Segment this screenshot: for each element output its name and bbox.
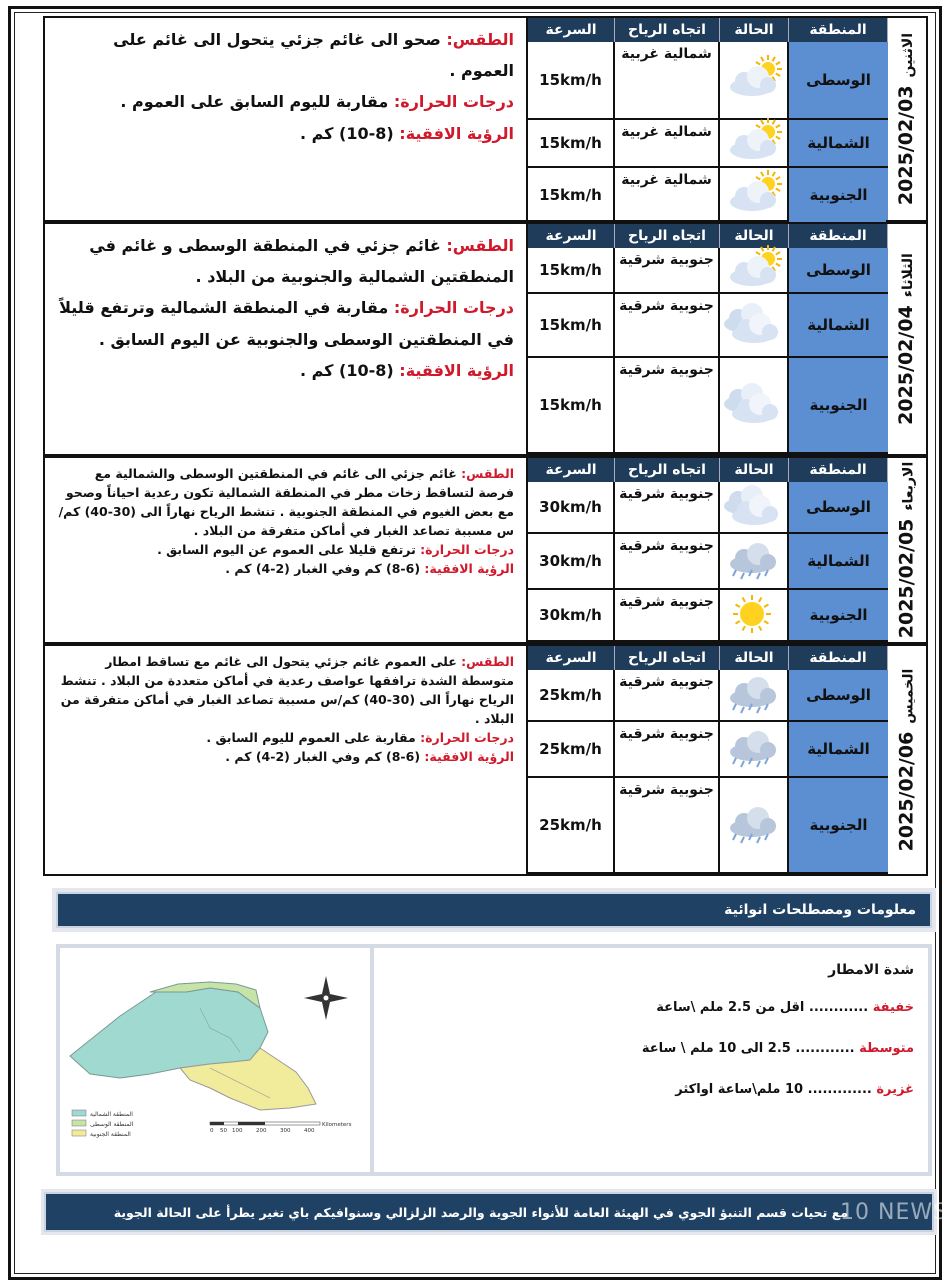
header-wind-direction: اتجاه الرياح xyxy=(615,646,720,670)
vis-value: (6-8) كم وفي الغبار (2-4) كم . xyxy=(225,749,421,764)
date-value: 2025/02/05 xyxy=(895,518,917,639)
temp-value: مقاربة لليوم السابق على العموم . xyxy=(120,92,389,112)
weather-condition xyxy=(720,778,789,874)
weather-condition xyxy=(720,358,789,454)
weather-text xyxy=(57,230,514,292)
wind-direction: شمالية غربية xyxy=(615,120,720,168)
iraq-map-icon xyxy=(60,948,370,1176)
header-speed: السرعة xyxy=(528,646,615,670)
weather-condition xyxy=(720,722,789,778)
compass-icon xyxy=(304,976,348,1020)
header-condition: الحالة xyxy=(720,646,789,670)
vis-value: (6-8) كم وفي الغبار (2-4) كم . xyxy=(225,561,421,576)
region-name: الجنوبية xyxy=(789,778,888,874)
header-condition: الحالة xyxy=(720,458,789,482)
day-date-cell xyxy=(886,456,928,644)
rain-medium-label: متوسطة xyxy=(859,1041,914,1056)
day-name: الاثنين xyxy=(900,32,916,78)
info-title: معلومات ومصطلحات انوائية xyxy=(724,902,916,918)
rain-medium-text: ............ 2.5 الى 10 ملم \ ساعة xyxy=(641,1041,855,1056)
temp-text xyxy=(57,540,514,559)
partly-cloudy-icon xyxy=(722,118,786,168)
temp-text xyxy=(57,728,514,747)
temp-value: ترتفع قليلا على العموم عن اليوم السابق . xyxy=(157,542,416,557)
header-condition: الحالة xyxy=(720,18,789,42)
sunny-icon xyxy=(722,590,786,640)
wind-speed: 25km/h xyxy=(528,722,615,778)
rain-icon xyxy=(722,800,786,850)
wind-speed: 15km/h xyxy=(528,120,615,168)
vis-label: الرؤية الافقية: xyxy=(399,360,514,380)
weather-text xyxy=(57,652,514,728)
wind-speed: 30km/h xyxy=(528,482,615,534)
temp-text xyxy=(57,292,514,354)
wind-direction: شمالية غربية xyxy=(615,168,720,224)
scale-400: 400 xyxy=(304,1128,315,1134)
date-value: 2025/02/06 xyxy=(895,731,917,852)
info-box xyxy=(56,944,932,1176)
scale-100: 100 xyxy=(232,1128,243,1134)
weather-value: على العموم غائم جزئي يتحول الى غائم مع تساقط امطار متوسطة الشدة ترافقها عواصف رعدية في أماكن متعددة من البلاد . تنشط الرياح نهاراً الى (30-40) كم/س مسببة تصاعد الغبار في أماكن متفرقة من البلاد . xyxy=(60,654,514,726)
wind-speed: 25km/h xyxy=(528,670,615,722)
region-grid xyxy=(528,18,884,220)
rain-icon xyxy=(722,724,786,774)
day-date-cell xyxy=(886,16,928,222)
weather-condition xyxy=(720,534,789,590)
vis-text xyxy=(57,355,514,386)
rain-heavy xyxy=(392,1082,914,1097)
rain-icon xyxy=(722,536,786,586)
wind-speed: 15km/h xyxy=(528,294,615,358)
footer-bar xyxy=(44,1192,934,1232)
scale-50: 50 xyxy=(220,1128,227,1134)
rain-title: شدة الامطار xyxy=(828,962,914,978)
header-condition: الحالة xyxy=(720,224,789,248)
header-wind-direction: اتجاه الرياح xyxy=(615,18,720,42)
wind-direction: جنوبية شرقية xyxy=(615,248,720,294)
temp-value: مقاربة في المنطقة الشمالية وترتفع قليلاً في المنطقتين الوسطى والجنوبية عن اليوم السابق . xyxy=(59,298,514,349)
temp-label: درجات الحرارة: xyxy=(420,730,514,745)
wind-direction: جنوبية شرقية xyxy=(615,590,720,642)
wind-speed: 15km/h xyxy=(528,358,615,454)
wind-direction: جنوبية شرقية xyxy=(615,722,720,778)
region-map xyxy=(60,948,374,1172)
weather-label: الطقس: xyxy=(461,654,514,669)
partly-cloudy-icon xyxy=(722,55,786,105)
weather-label: الطقس: xyxy=(446,236,514,255)
rain-icon xyxy=(722,670,786,720)
temp-text xyxy=(57,86,514,117)
day-block xyxy=(43,222,886,456)
rain-heavy-text: ............. 10 ملم\ساعة اواكثر xyxy=(675,1082,872,1097)
weather-value: صحو الى غائم جزئي يتحول الى غائم على العموم . xyxy=(113,30,514,81)
scale-unit: Kilometers xyxy=(322,1122,352,1128)
day-block xyxy=(43,16,886,222)
weather-condition xyxy=(720,482,789,534)
header-speed: السرعة xyxy=(528,224,615,248)
weather-condition xyxy=(720,294,789,358)
rain-intensity xyxy=(378,948,928,1172)
region-name: الشمالية xyxy=(789,534,888,590)
scale-300: 300 xyxy=(280,1128,291,1134)
temp-value: مقاربة على العموم لليوم السابق . xyxy=(206,730,416,745)
region-grid xyxy=(528,458,884,642)
day-name: الثلاثاء xyxy=(900,253,916,298)
cloudy-icon xyxy=(722,482,786,532)
wind-speed: 30km/h xyxy=(528,534,615,590)
wind-direction: جنوبية شرقية xyxy=(615,358,720,454)
date-value: 2025/02/03 xyxy=(895,85,917,206)
forecast-description xyxy=(45,458,528,642)
header-region: المنطقة xyxy=(789,646,888,670)
day-block xyxy=(43,644,886,876)
region-grid xyxy=(528,224,884,454)
day-date xyxy=(895,33,917,205)
watermark: 10 NEWS xyxy=(840,1200,949,1225)
header-region: المنطقة xyxy=(789,224,888,248)
region-name: الشمالية xyxy=(789,120,888,168)
vis-text xyxy=(57,747,514,766)
date-value: 2025/02/04 xyxy=(895,305,917,425)
weather-condition xyxy=(720,120,789,168)
weather-condition xyxy=(720,670,789,722)
wind-direction: جنوبية شرقية xyxy=(615,670,720,722)
weather-condition xyxy=(720,590,789,642)
legend-north: المنطقة الشمالية xyxy=(90,1111,133,1118)
region-name: الجنوبية xyxy=(789,168,888,224)
region-grid xyxy=(528,646,884,874)
region-name: الشمالية xyxy=(789,722,888,778)
day-date-cell xyxy=(886,644,928,876)
region-name: الشمالية xyxy=(789,294,888,358)
wind-speed: 15km/h xyxy=(528,42,615,120)
weather-text xyxy=(57,24,514,86)
day-date xyxy=(895,669,917,852)
header-region: المنطقة xyxy=(789,18,888,42)
vis-value: (8-10) كم . xyxy=(299,123,394,143)
legend-center: المنطقة الوسطى xyxy=(90,1121,134,1128)
cloudy-icon xyxy=(722,380,786,430)
vis-label: الرؤية الافقية: xyxy=(424,749,514,764)
weather-label: الطقس: xyxy=(461,466,514,481)
wind-speed: 25km/h xyxy=(528,778,615,874)
region-name: الوسطى xyxy=(789,248,888,294)
wind-direction: جنوبية شرقية xyxy=(615,534,720,590)
weather-condition xyxy=(720,168,789,224)
vis-text xyxy=(57,559,514,578)
partly-cloudy-icon xyxy=(722,170,786,220)
map-scale xyxy=(210,1122,352,1134)
legend-south: المنطقة الجنوبية xyxy=(90,1131,131,1138)
header-speed: السرعة xyxy=(528,458,615,482)
temp-label: درجات الحرارة: xyxy=(393,92,514,112)
rain-medium xyxy=(392,1041,914,1056)
day-date xyxy=(895,253,917,425)
region-name: الوسطى xyxy=(789,482,888,534)
footer-text: مع تحيات قسم التنبؤ الجوي في الهيئة العامة للأنواء الجوية والرصد الزلزالي وسنوافيكم باي تغير يطرأ على الحالة الجوية xyxy=(113,1204,848,1220)
weather-condition xyxy=(720,42,789,120)
rain-light xyxy=(392,1000,914,1015)
header-speed: السرعة xyxy=(528,18,615,42)
map-legend xyxy=(72,1110,134,1138)
wind-speed: 15km/h xyxy=(528,248,615,294)
weather-condition xyxy=(720,248,789,294)
cloudy-icon xyxy=(722,300,786,350)
rain-light-label: خفيفة xyxy=(872,1000,914,1015)
header-wind-direction: اتجاه الرياح xyxy=(615,458,720,482)
wind-direction: جنوبية شرقية xyxy=(615,482,720,534)
scale-200: 200 xyxy=(256,1128,267,1134)
weather-label: الطقس: xyxy=(446,30,514,49)
temp-label: درجات الحرارة: xyxy=(420,542,514,557)
scale-0: 0 xyxy=(210,1128,214,1134)
rain-heavy-label: غزيرة xyxy=(876,1082,914,1097)
header-wind-direction: اتجاه الرياح xyxy=(615,224,720,248)
wind-speed: 15km/h xyxy=(528,168,615,224)
weather-value: غائم جزئي الى غائم في المنطقتين الوسطى والشمالية مع فرصة لتساقط زخات مطر في المنطقة الشمالية تكون رعدية احياناً وصحو مع بعض الغيوم في المنطقة الجنوبية . تنشط الرياح نهاراً الى (30-40) كم/س مسببة تصاعد الغبار في أماكن متفرقة من البلاد . xyxy=(58,466,514,538)
vis-label: الرؤية الافقية: xyxy=(424,561,514,576)
weather-value: غائم جزئي في المنطقة الوسطى و غائم في المنطقتين الشمالية والجنوبية من البلاد . xyxy=(89,236,514,287)
rain-light-text: ............ اقل من 2.5 ملم \ساعة xyxy=(656,1000,869,1015)
day-date xyxy=(895,462,917,639)
forecast-description xyxy=(45,224,528,454)
day-block xyxy=(43,456,886,644)
region-name: الجنوبية xyxy=(789,358,888,454)
forecast-description xyxy=(45,646,528,874)
vis-label: الرؤية الافقية: xyxy=(399,123,514,143)
info-title-bar xyxy=(56,892,932,928)
wind-direction: جنوبية شرقية xyxy=(615,294,720,358)
day-date-cell xyxy=(886,222,928,456)
weather-text xyxy=(57,464,514,540)
vis-text xyxy=(57,118,514,149)
wind-direction: شمالية غربية xyxy=(615,42,720,120)
wind-direction: جنوبية شرقية xyxy=(615,778,720,874)
region-name: الجنوبية xyxy=(789,590,888,642)
vis-value: (8-10) كم . xyxy=(299,360,394,380)
day-name: الخميس xyxy=(900,668,916,724)
header-region: المنطقة xyxy=(789,458,888,482)
day-name: الاربعاء xyxy=(900,461,916,511)
region-name: الوسطى xyxy=(789,670,888,722)
forecast-description xyxy=(45,18,528,220)
temp-label: درجات الحرارة: xyxy=(393,298,514,318)
region-name: الوسطى xyxy=(789,42,888,120)
partly-cloudy-icon xyxy=(722,245,786,295)
wind-speed: 30km/h xyxy=(528,590,615,642)
